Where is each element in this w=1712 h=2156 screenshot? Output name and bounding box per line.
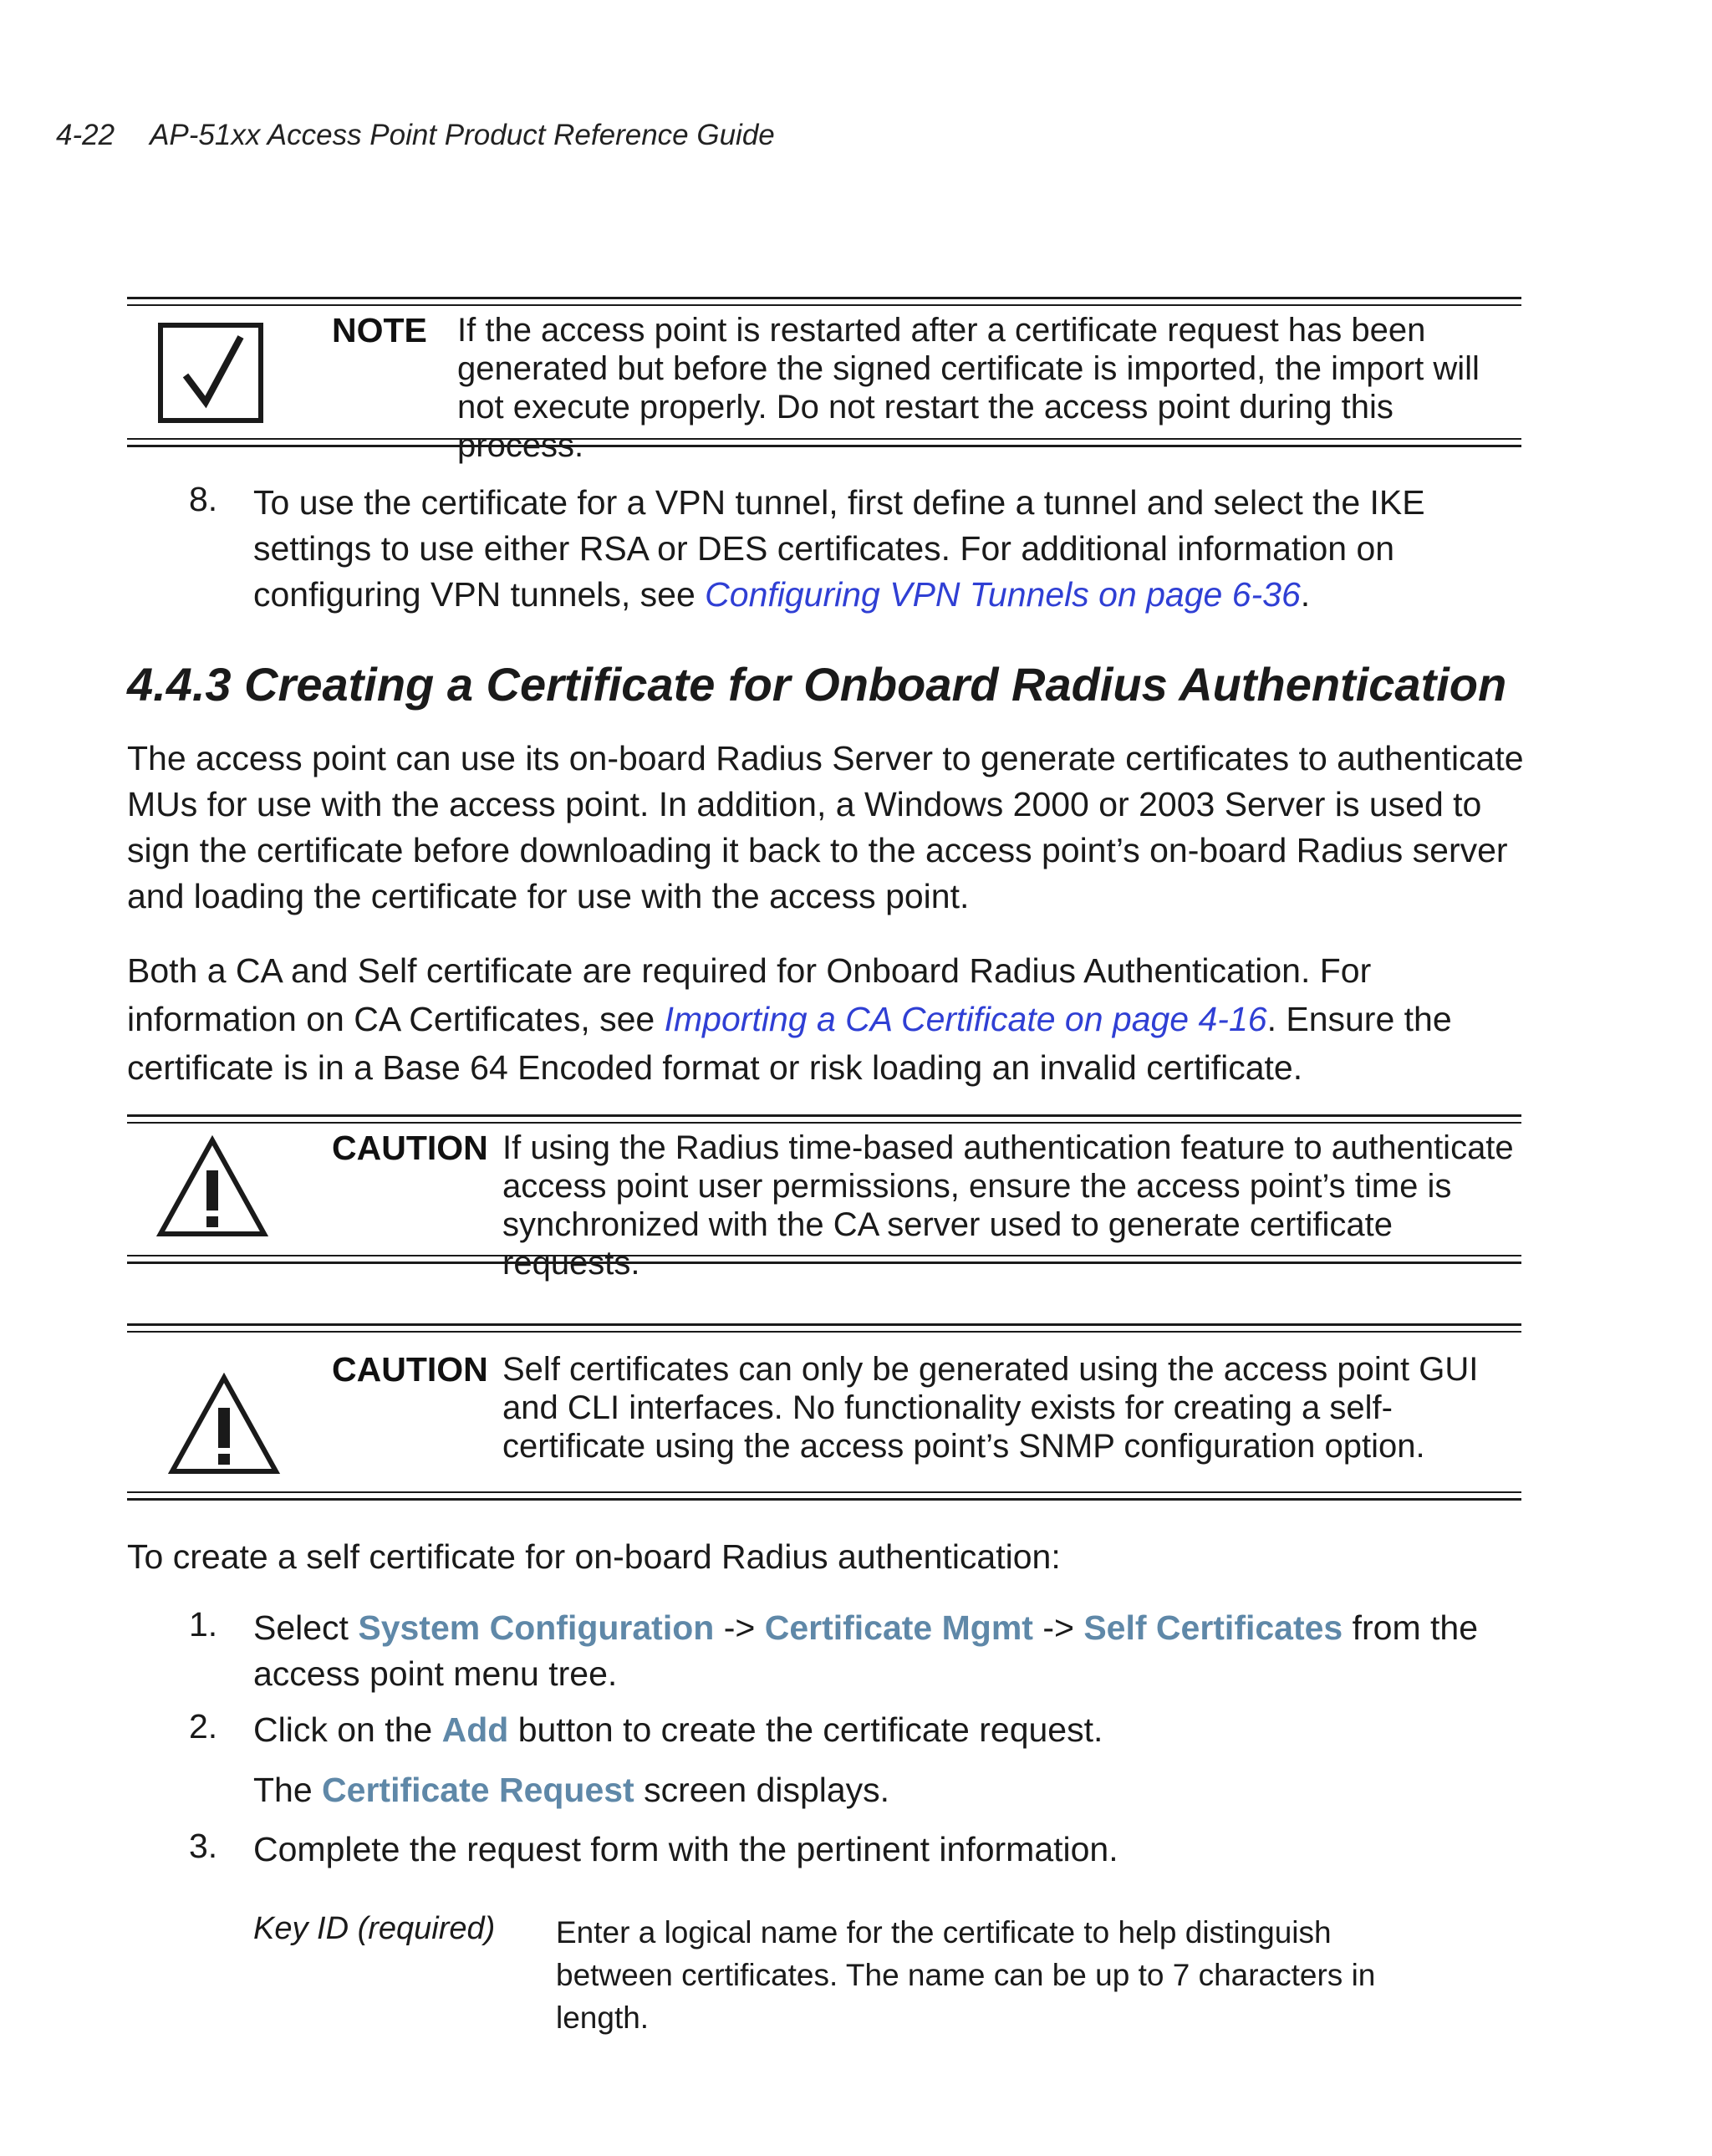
step-1-rest: from the access point menu tree. — [253, 1608, 1479, 1693]
guide-title: AP-51xx Access Point Product Reference Guide — [150, 119, 775, 151]
caution1-top-rule-thin — [127, 1122, 1521, 1124]
steps-intro: To create a self certificate for on-board Radius authentication: — [127, 1537, 1061, 1576]
field-description: Enter a logical name for the certificate to help distinguish between certificates. The name can be up to 7 characters in length. — [556, 1915, 1376, 2035]
warning-icon — [167, 1373, 281, 1476]
caution2-text: Self certificates can only be generated using the access point GUI and CLI interfaces. No functionality exists for creating a self-certificate using the access point’s SNMP configuration option. — [502, 1351, 1479, 1465]
caution2-bottom-rule — [127, 1498, 1521, 1501]
caution1-label: CAUTION — [332, 1129, 488, 1167]
caution2-top-rule — [127, 1323, 1521, 1326]
checkmark-icon — [157, 322, 264, 424]
add-button-ref: Add — [441, 1710, 509, 1749]
running-header — [56, 119, 775, 152]
note-bottom-rule — [127, 445, 1521, 447]
para2-before: Both a CA and Self certificate are required for Onboard Radius Authentication. For information on CA Certificates, see — [127, 951, 1372, 1038]
caution2-bottom-rule-thin — [127, 1491, 1521, 1493]
requirements-paragraph — [127, 946, 1527, 1092]
import-ca-link[interactable]: Importing a CA Certificate on page 4-16 — [664, 1000, 1267, 1038]
menu-separator: -> — [714, 1608, 765, 1647]
warning-icon — [155, 1135, 269, 1239]
step-2b-before: The — [253, 1771, 323, 1809]
caution2-label: CAUTION — [332, 1350, 488, 1389]
step-8-body: To use the certificate for a VPN tunnel, first define a tunnel and select the IKE settings to use either RSA or DES certificates. For additional information on configuring VPN tunnels, see — [253, 483, 1425, 614]
section-heading: 4.4.3 Creating a Certificate for Onboard Radius Authentication — [127, 658, 1507, 711]
caution1-bottom-rule-thin — [127, 1255, 1521, 1256]
note-top-rule-thin — [127, 304, 1521, 306]
vpn-tunnels-link[interactable]: Configuring VPN Tunnels on page 6-36 — [705, 575, 1301, 614]
step-number: 3. — [189, 1827, 218, 1865]
menu-path-self-certificates: Self Certificates — [1083, 1608, 1343, 1647]
caution2-top-rule-thin — [127, 1331, 1521, 1333]
note-bottom-rule-thin — [127, 438, 1521, 440]
step-1-text — [253, 1605, 1524, 1697]
caution1-text: If using the Radius time-based authentication feature to authenticate access point user permissions, ensure the access point’s time is synchronized with the CA server used to generate certificate requests. — [502, 1129, 1514, 1282]
step-2-before: Click on the — [253, 1710, 442, 1749]
step-3-text: Complete the request form with the pertinent information. — [253, 1830, 1118, 1868]
step-number: 8. — [189, 480, 218, 518]
caution1-bottom-rule — [127, 1261, 1521, 1264]
step-2-text — [253, 1707, 1524, 1753]
note-text: If the access point is restarted after a certificate request has been generated but before the signed certificate is imported, the import will not execute properly. Do not restart the access point during this process. — [457, 312, 1480, 464]
step-8-end: . — [1300, 575, 1311, 614]
page-number: 4-22 — [56, 119, 115, 151]
note-label: NOTE — [332, 311, 427, 349]
menu-path-certificate-mgmt: Certificate Mgmt — [764, 1608, 1033, 1647]
step-2b-after: screen displays. — [634, 1771, 890, 1809]
para2-after: . Ensure the certificate is in a Base 64 Encoded format or risk loading an invalid certificate. — [127, 1000, 1452, 1087]
menu-separator: -> — [1032, 1608, 1084, 1647]
menu-path-system-configuration: System Configuration — [358, 1608, 715, 1647]
step-number: 2. — [189, 1707, 218, 1746]
step-2-after: button to create the certificate request. — [508, 1710, 1103, 1749]
note-top-rule — [127, 297, 1521, 299]
field-term: Key ID (required) — [253, 1911, 496, 1946]
intro-paragraph: The access point can use its on-board Radius Server to generate certificates to authenticate MUs for use with the access point. In addition, a Windows 2000 or 2003 Server is used to sign the certificate before downloading it back to the access point’s on-board Radius server and loading the certificate for use with the access point. — [127, 739, 1524, 915]
step-2-result — [253, 1767, 1524, 1813]
step-1-select: Select — [253, 1608, 359, 1647]
step-8-text — [253, 480, 1524, 618]
step-number: 1. — [189, 1605, 218, 1644]
certificate-request-screen-ref: Certificate Request — [322, 1771, 634, 1809]
caution1-top-rule — [127, 1114, 1521, 1117]
